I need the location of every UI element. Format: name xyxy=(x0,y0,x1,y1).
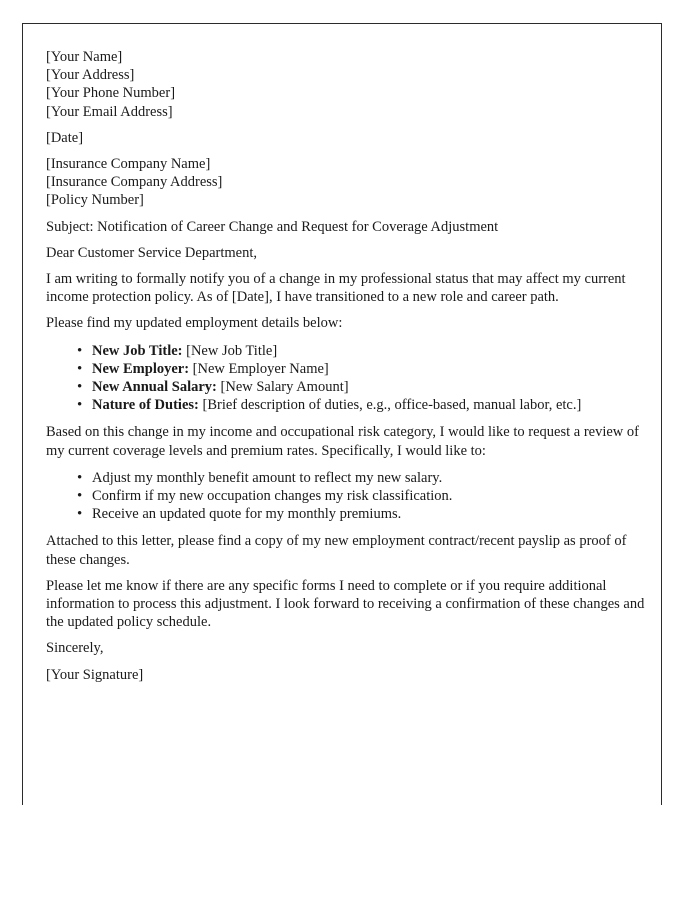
sender-name: [Your Name] xyxy=(46,49,123,65)
intro-paragraph: I am writing to formally notify you of a change in my professional status that may affect my current income protection policy. As of [Date], I have transitioned to a new role and career path. xyxy=(46,271,626,306)
details-lead-in: Please find my updated employment details below: xyxy=(46,315,343,332)
sender-phone: [Your Phone Number] xyxy=(46,85,176,102)
spacer xyxy=(46,569,645,577)
spacer xyxy=(46,210,645,218)
spacer xyxy=(46,306,645,314)
spacer xyxy=(46,460,645,469)
list-item xyxy=(92,360,645,378)
document-page xyxy=(22,23,662,805)
spacer xyxy=(46,414,645,423)
subject-line: Subject: Notification of Career Change and Request for Coverage Adjustment xyxy=(46,218,499,235)
employment-details-list xyxy=(46,342,645,415)
spacer xyxy=(46,236,645,244)
list-item: • Receive an updated quote for my monthly premiums. xyxy=(92,505,645,523)
detail-value: [Brief description of duties, e.g., office-based, manual labor, etc.] xyxy=(202,397,582,414)
closing-paragraph: Please let me know if there are any specific forms I need to complete or if you require additional information to process this adjustment. I look forward to receiving a confirmation of these changes and the updated policy schedule. xyxy=(46,577,645,631)
spacer xyxy=(46,631,645,639)
signature-placeholder: [Your Signature] xyxy=(46,666,144,683)
spacer xyxy=(46,147,645,155)
requests-list xyxy=(46,469,645,524)
list-item: • Confirm if my new occupation changes my risk classification. xyxy=(92,487,645,505)
spacer xyxy=(46,333,645,342)
list-item: • Adjust my monthly benefit amount to reflect my new salary. xyxy=(92,469,645,487)
sender-address: [Your Address] xyxy=(46,67,135,84)
detail-label: New Annual Salary: xyxy=(92,379,217,396)
request-paragraph: Based on this change in my income and occupational risk category, I would like to request a review of my current coverage levels and premium rates. Specifically, I would like to: xyxy=(46,424,639,459)
spacer xyxy=(46,523,645,532)
attachment-paragraph: Attached to this letter, please find a copy of my new employment contract/recent payslip as proof of these changes. xyxy=(46,533,627,568)
sender-block xyxy=(46,48,645,121)
letter-date: [Date] xyxy=(46,129,84,146)
detail-value: [New Job Title] xyxy=(186,342,278,359)
list-item xyxy=(92,396,645,414)
letter-body xyxy=(23,24,661,684)
recipient-company-name: [Insurance Company Name] xyxy=(46,156,211,173)
sender-email: [Your Email Address] xyxy=(46,103,173,120)
list-item xyxy=(92,378,645,396)
spacer xyxy=(46,262,645,270)
list-item xyxy=(92,342,645,360)
recipient-block xyxy=(46,155,645,210)
valediction: Sincerely, xyxy=(46,640,104,657)
detail-value: [New Employer Name] xyxy=(192,360,329,377)
recipient-policy-number: [Policy Number] xyxy=(46,192,144,209)
salutation: Dear Customer Service Department, xyxy=(46,244,257,261)
detail-label: Nature of Duties: xyxy=(92,397,199,414)
detail-label: New Employer: xyxy=(92,360,190,377)
recipient-company-address: [Insurance Company Address] xyxy=(46,174,223,191)
spacer xyxy=(46,658,645,666)
spacer xyxy=(46,121,645,129)
detail-label: New Job Title: xyxy=(92,342,183,359)
detail-value: [New Salary Amount] xyxy=(220,379,349,396)
